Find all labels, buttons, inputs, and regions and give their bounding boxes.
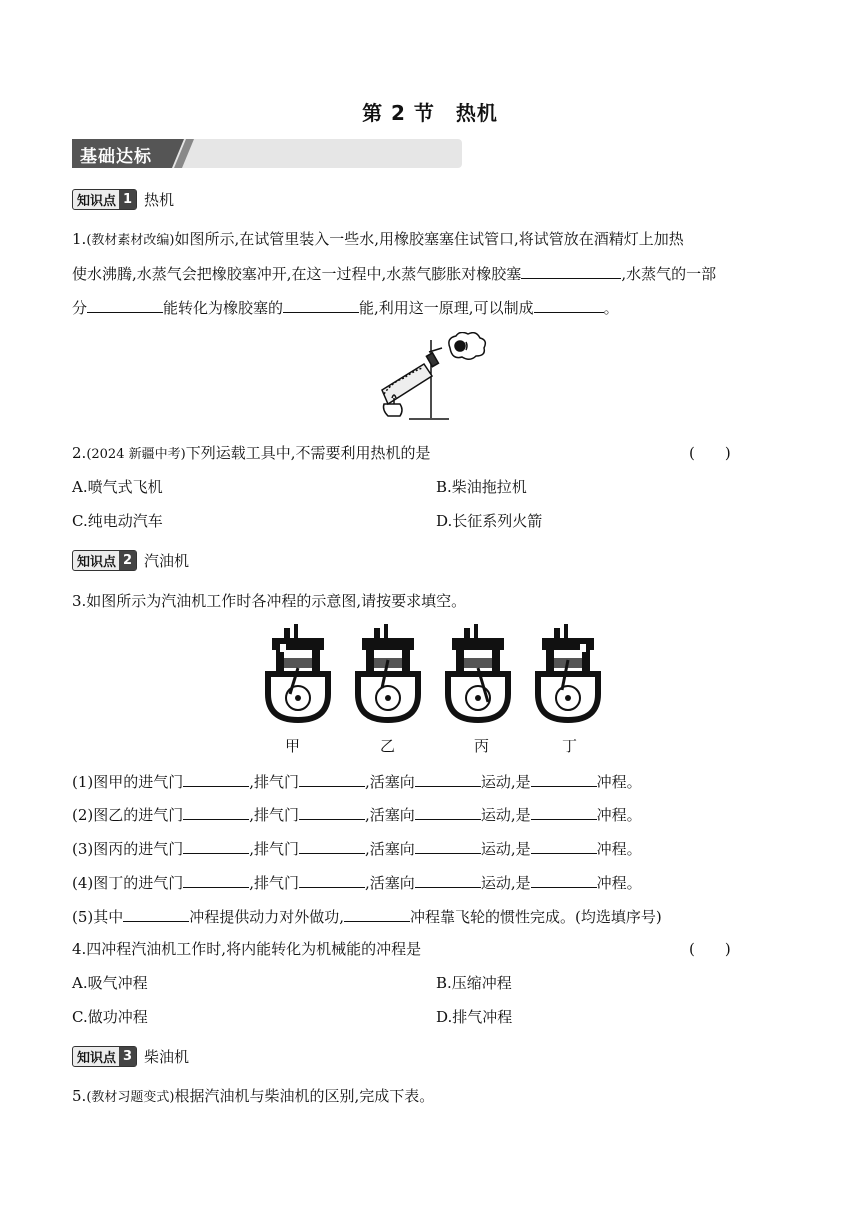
q1-source: (教材素材改编) <box>86 233 175 248</box>
q5-text: 根据汽油机与柴油机的区别,完成下表。 <box>174 1087 435 1105</box>
q5-stem <box>72 1085 792 1109</box>
q1-text-2a: 使水沸腾,水蒸气会把橡胶塞冲开,在这一过程中,水蒸气膨胀对橡胶塞 <box>72 265 522 283</box>
knowledge-point-3 <box>72 1044 189 1068</box>
engine-label-ding: 丁 <box>562 737 578 755</box>
q3-sub5-text-b: 冲程提供动力对外做功, <box>189 908 345 926</box>
q4-option-d[interactable]: D.排气冲程 <box>436 1008 513 1026</box>
q3-text-move: 运动,是 <box>480 874 531 892</box>
knowledge-point-2 <box>72 548 189 572</box>
q3-sub5-text-a: (5)其中 <box>72 908 124 926</box>
knowledge-point-title: 热机 <box>144 190 175 209</box>
q5-number: 5. <box>72 1087 87 1105</box>
q4-option-b[interactable]: B.压缩冲程 <box>436 974 512 992</box>
q1-text-3d: 。 <box>603 299 619 317</box>
q2-option-a[interactable]: A.喷气式飞机 <box>72 478 163 496</box>
q3-row-prefix: (4)图丁的进气门 <box>72 874 184 892</box>
q3-text-exhaust: ,排气门 <box>249 874 300 892</box>
q1-text-3a: 分 <box>72 299 88 317</box>
q1-number: 1. <box>72 230 87 248</box>
engine-label-yi: 乙 <box>380 737 396 755</box>
q3-blank[interactable] <box>415 837 481 854</box>
q3-text-move: 运动,是 <box>480 806 531 824</box>
q2-option-d[interactable]: D.长征系列火箭 <box>436 512 543 530</box>
engine-label-bing: 丙 <box>474 737 490 755</box>
q1-blank-3[interactable] <box>283 296 359 313</box>
q1-text-1: 如图所示,在试管里装入一些水,用橡胶塞塞住试管口,将试管放在酒精灯上加热 <box>174 230 684 248</box>
q3-text-move: 运动,是 <box>480 773 531 791</box>
q3-text-exhaust: ,排气门 <box>249 806 300 824</box>
engine-label-jia: 甲 <box>285 737 301 755</box>
engine-diagrams <box>262 624 602 726</box>
q1-text-3b: 能转化为橡胶塞的 <box>163 299 284 317</box>
q3-blank[interactable] <box>299 871 365 888</box>
q3-text-stroke: 冲程。 <box>596 806 642 824</box>
q3-blank[interactable] <box>299 770 365 787</box>
badge-label: 知识点 <box>77 193 117 209</box>
q1-blank-1[interactable] <box>521 262 621 279</box>
q3-sub5-text-c: 冲程靠飞轮的惯性完成。(均选填序号) <box>410 908 662 926</box>
knowledge-point-badge <box>72 550 137 571</box>
q3-row-2 <box>72 803 792 826</box>
badge-number: 3 <box>119 1047 136 1066</box>
q3-text-exhaust: ,排气门 <box>249 840 300 858</box>
q3-blank[interactable] <box>123 905 189 922</box>
engine-ding-icon <box>538 624 598 720</box>
badge-label: 知识点 <box>77 554 117 570</box>
q3-text-piston: ,活塞向 <box>365 773 415 791</box>
q3-blank[interactable] <box>415 871 481 888</box>
engine-yi-icon <box>358 624 418 720</box>
test-tube-illustration <box>374 332 490 424</box>
q3-blank[interactable] <box>183 770 249 787</box>
q3-text-stroke: 冲程。 <box>596 773 642 791</box>
q3-row-5 <box>72 905 792 928</box>
q3-row-4 <box>72 871 792 894</box>
knowledge-point-badge <box>72 189 137 210</box>
q1-blank-2[interactable] <box>87 296 163 313</box>
q4-text: 4.四冲程汽油机工作时,将内能转化为机械能的冲程是 <box>72 940 422 958</box>
engine-jia-icon <box>268 624 328 720</box>
section-banner <box>72 139 462 168</box>
q3-text-move: 运动,是 <box>480 840 531 858</box>
knowledge-point-title: 汽油机 <box>144 551 190 570</box>
badge-number: 2 <box>119 551 136 570</box>
q3-blank[interactable] <box>531 803 597 820</box>
q3-text-piston: ,活塞向 <box>365 806 415 824</box>
q3-blank[interactable] <box>415 770 481 787</box>
q2-source: (2024 新疆中考) <box>86 447 186 462</box>
q1-text-2b: ,水蒸气的一部 <box>621 265 717 283</box>
knowledge-point-1 <box>72 187 174 211</box>
q3-blank[interactable] <box>531 837 597 854</box>
q2-number: 2. <box>72 444 87 462</box>
q3-blank[interactable] <box>299 837 365 854</box>
q5-source: (教材习题变式) <box>86 1090 175 1105</box>
q3-row-prefix: (3)图丙的进气门 <box>72 840 184 858</box>
q3-text-exhaust: ,排气门 <box>249 773 300 791</box>
knowledge-point-title: 柴油机 <box>144 1047 190 1066</box>
badge-label: 知识点 <box>77 1050 117 1066</box>
knowledge-point-badge <box>72 1046 137 1067</box>
q2-option-c[interactable]: C.纯电动汽车 <box>72 512 163 530</box>
q1-line2 <box>72 262 792 285</box>
q3-row-1 <box>72 770 792 793</box>
q4-option-a[interactable]: A.吸气冲程 <box>72 974 148 992</box>
q3-text-piston: ,活塞向 <box>365 874 415 892</box>
q1-text-3c: 能,利用这一原理,可以制成 <box>359 299 534 317</box>
q3-text-stroke: 冲程。 <box>596 874 642 892</box>
q3-stem: 3.如图所示为汽油机工作时各冲程的示意图,请按要求填空。 <box>72 592 467 610</box>
q3-blank[interactable] <box>183 803 249 820</box>
q2-option-b[interactable]: B.柴油拖拉机 <box>436 478 527 496</box>
q1-line1 <box>72 228 792 252</box>
q3-blank[interactable] <box>531 770 597 787</box>
q3-row-prefix: (1)图甲的进气门 <box>72 773 184 791</box>
q1-blank-4[interactable] <box>534 296 604 313</box>
q4-answer-paren[interactable]: ( ) <box>689 940 731 958</box>
q3-text-piston: ,活塞向 <box>365 840 415 858</box>
engine-bing-icon <box>448 624 508 720</box>
q3-blank[interactable] <box>531 871 597 888</box>
q3-blank[interactable] <box>415 803 481 820</box>
section-banner-label: 基础达标 <box>80 147 152 167</box>
q4-option-c[interactable]: C.做功冲程 <box>72 1008 148 1026</box>
badge-number: 1 <box>119 190 136 209</box>
q3-row-prefix: (2)图乙的进气门 <box>72 806 184 824</box>
q2-answer-paren[interactable]: ( ) <box>689 444 731 462</box>
q3-blank[interactable] <box>183 871 249 888</box>
q4-stem <box>72 938 792 960</box>
q3-blank[interactable] <box>299 803 365 820</box>
q2-text: 下列运载工具中,不需要利用热机的是 <box>185 444 431 462</box>
q2-stem <box>72 442 792 466</box>
q3-blank[interactable] <box>344 905 410 922</box>
q3-text-stroke: 冲程。 <box>596 840 642 858</box>
page-title: 第 2 节 热机 <box>362 101 498 125</box>
q3-row-3 <box>72 837 792 860</box>
q3-blank[interactable] <box>183 837 249 854</box>
q1-line3 <box>72 296 792 319</box>
